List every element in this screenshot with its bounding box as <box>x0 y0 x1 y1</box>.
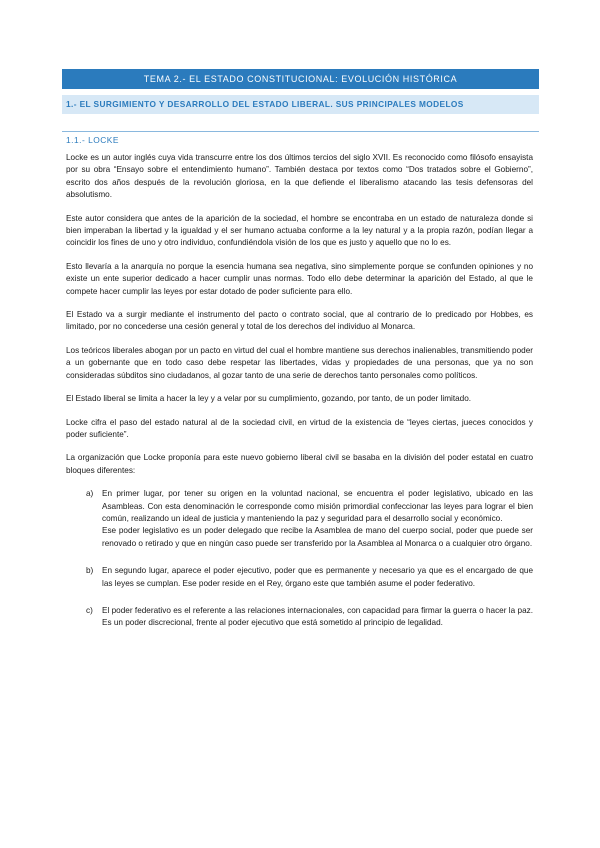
list-paragraph: Ese poder legislativo es un poder delegado que recibe la Asamblea de mano del cuerpo social, poder que puede ser renovado o retirado y que en ningún caso puede ser transferido por la Asamblea al Monarca o a cualquier otro órgano. <box>102 526 533 548</box>
section-title-banner: 1.- EL SURGIMIENTO Y DESARROLLO DEL ESTADO LIBERAL. SUS PRINCIPALES MODELOS <box>62 95 539 114</box>
paragraph: El Estado va a surgir mediante el instrumento del pacto o contrato social, que al contrario de lo predicado por Hobbes, es limitado, por no concederse una cesión general y total de los derechos del individuo al Monarca. <box>66 310 533 332</box>
paragraph: Este autor considera que antes de la aparición de la sociedad, el hombre se encontraba en un estado de naturaleza donde si bien imperaban la libertad y la igualdad y el ser humano actuaba conforme a la ley natural y a la propia razón, podían llegar a coincidir los fines de uno y otro individuo, confundiéndola visión de los que es justo y aquello que no lo es. <box>66 213 533 248</box>
section-divider <box>62 131 539 132</box>
list-marker: c) <box>86 605 93 615</box>
paragraph: Los teóricos liberales abogan por un pacto en virtud del cual el hombre mantiene sus derechos inalienables, transmitiendo poder a un gobernante que en todo caso debe respetar las libertades, vidas y propiedades de una personas, que ya no son consideradas súbditos sino ciudadanos, al gozar tanto de una serie de derechos tanto personales como políticos. <box>66 345 533 380</box>
list-item <box>66 488 533 550</box>
paragraph: La organización que Locke proponía para este nuevo gobierno liberal civil se basaba en la división del poder estatal en cuatro bloques diferentes: <box>66 453 533 475</box>
list-marker: a) <box>86 489 94 499</box>
list-paragraph: El poder federativo es el referente a las relaciones internacionales, con capacidad para firmar la guerra o hacer la paz. Es un poder discrecional, frente al poder ejecutivo que está sometido al principio de legalidad. <box>102 605 533 628</box>
list-paragraph: En segundo lugar, aparece el poder ejecutivo, poder que es permanente y necesario ya que es el encargado de que las leyes se cumplan. Ese poder reside en el Rey, órgano este que también asume el poder federativo. <box>102 566 533 588</box>
paragraph: Locke cifra el paso del estado natural al de la sociedad civil, en virtud de la existencia de “leyes ciertas, jueces conocidos y poder suficiente”. <box>66 417 533 439</box>
list-paragraph: En primer lugar, por tener su origen en la voluntad nacional, se encuentra el poder legislativo, ubicado en las Asambleas. Con esta denominación le corresponde como misión primordial confeccionar las leyes para lograr el bien común, realizando un ideal de justicia y manteniendo la paz y seguridad para el desarrollo social y económico. <box>102 489 533 523</box>
document-body <box>66 152 533 645</box>
list-item <box>66 605 533 630</box>
paragraph: El Estado liberal se limita a hacer la ley y a velar por su cumplimiento, gozando, por tanto, de un poder limitado. <box>66 394 472 404</box>
list-marker: b) <box>86 566 94 576</box>
chapter-title-banner: TEMA 2.- EL ESTADO CONSTITUCIONAL: EVOLUCIÓN HISTÓRICA <box>62 69 539 89</box>
list-item <box>66 565 533 590</box>
paragraph: Locke es un autor inglés cuya vida transcurre entre los dos últimos tercios del siglo XVII. Es reconocido como filósofo ensayista por su obra “Ensayo sobre el entendimiento humano”. También destaca por textos como “Dos tratados sobre el Gobierno”, escrito dos años después de la revolución gloriosa, en la que defiende el liberalismo atacando las tesis defensoras del absolutismo. <box>66 153 533 200</box>
paragraph: Esto llevaría a la anarquía no porque la esencia humana sea negativa, sino simplemente porque se confunden opiniones y no existe un ente superior dedicado a hacer cumplir unas normas. Todo ello debe determinar la aparición del Estado, al que le compete hacer cumplir las leyes por estar dotado de poder suficiente para ello. <box>66 261 533 296</box>
powers-list <box>66 488 533 630</box>
subsection-heading: 1.1.- LOCKE <box>66 135 119 145</box>
